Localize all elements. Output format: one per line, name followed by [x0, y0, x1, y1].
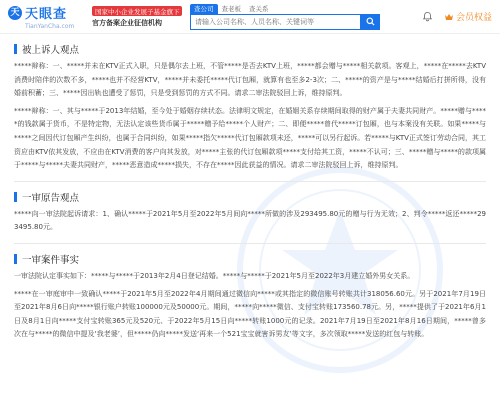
promo-top-text: 国家中小企业发展子基金旗下 — [92, 6, 182, 16]
promo-bottom-text: 官方备案企业征信机构 — [92, 18, 162, 27]
section-marker — [14, 254, 17, 264]
search-icon — [366, 17, 375, 26]
main-content — [0, 42, 500, 342]
paragraph: *****辩称：一、其与*****于2013年结婚，至今处于婚姻存续状态。法律明文规定，在婚姻关系存续期间取得的财产属于夫妻共同财产。*****赠与*****的钱款属于货币，不是特定物，无法认定该些货币属于*****赠予给*****个人财产；二、即便*****曾代*****订包厢，也与本案没有关联。如果*****与*****之间因代订包厢产生纠纷，也属于合同纠纷，如果*****指欠*****代订包厢款项未还，*****可以另行起诉。若*****与KTV正式签订劳动合同，其工资应由KTV依其发放，不应由在KTV消费的客户向其发放，对*****主张的代订包厢款项*****支付给其工资，*****不认可；三、*****赠与*****的款项属于*****与*****夫妻共同财产，*****恶意造成*****损失，不存在*****因此获益的情况。请求二审法院驳回上诉，维持原判。 — [14, 106, 486, 170]
bell-icon — [422, 11, 433, 22]
search-tab-relation[interactable]: 查关系 — [249, 4, 269, 13]
divider — [14, 243, 486, 244]
divider — [14, 181, 486, 182]
member-label: 会员权益 — [455, 13, 492, 23]
logo-url: TianYanCha.com — [25, 23, 75, 30]
search-tab-boss[interactable]: 查老板 — [221, 4, 241, 13]
section-title: 一审案件事实 — [22, 254, 80, 266]
promo-banner[interactable] — [92, 6, 182, 28]
notification-button[interactable] — [420, 9, 436, 25]
section-title: 被上诉人观点 — [22, 45, 80, 56]
search-tabs — [190, 4, 380, 14]
search-input[interactable] — [190, 14, 360, 30]
logo-icon: 天 — [8, 6, 22, 20]
paragraph: *****向一审法院起诉请求：1、确认*****于2021年5月至2022年5月间向*****所做的涉及293495.80元的赠与行为无效；2、判令*****返还*****293495.80元。 — [14, 209, 486, 232]
logo-text: 天眼查 — [25, 7, 68, 22]
paragraph: *****辩称：一、*****并未在KTV正式入职，只是偶尔去上班，不管*****是否去KTV上班，*****都会赠与*****相关款项。客观上，*****在*****去KTV消费时陪伴的次数不多，*****也并不经营KTV，*****并未委托*****代订包厢，就算有也至多2-3次；二、*****的资产是与*****结婚后打拼所得，没有婚前积蓄；三、*****因出轨也遭受了惩罚，只是受到惩罚的方式不同。请求二审法院驳回上诉，维持原判。 — [14, 62, 486, 98]
crown-icon — [444, 12, 454, 22]
search-button[interactable] — [360, 14, 380, 30]
search-box — [190, 4, 380, 30]
section-case-facts — [14, 252, 486, 342]
search-tab-company[interactable]: 查公司 — [190, 4, 218, 14]
member-benefits-link[interactable] — [444, 10, 492, 23]
section-plaintiff-view — [14, 190, 486, 244]
section-marker — [14, 44, 17, 54]
paragraph: *****在一审庭审中一致确认*****于2021年5月至2022年4月期间通过微信向*****或其指定的微信账号转账共计318056.60元。另于2021年7月19日至2021年8月6日向*****银行账户转账100000元及50000元。期间，*****向*****微信、支付宝转账173560.78元。另，*****提供了于2021年6月1日及8月1日向*****支付宝转账365元及520元、于2022年5月15日向*****转账1000元的记录。2021年7月19日至2021年8月16日期间，*****曾多次在与*****的微信中提及‘我老婆’，但*****仍向*****发送‘再来一个521宝宝就害诉男友’等文字，多次领取*****发送的红包与转账。 — [14, 289, 486, 339]
section-marker — [14, 192, 17, 202]
section-title: 一审原告观点 — [22, 192, 80, 204]
logo[interactable] — [8, 3, 86, 31]
top-bar — [0, 0, 500, 34]
paragraph: 一审法院认定事实如下：*****与*****于2013年2月4日登记结婚。*****与*****于2021年5月至2022年3月建立婚外男女关系。 — [14, 271, 415, 280]
section-appellee-view — [14, 42, 486, 182]
